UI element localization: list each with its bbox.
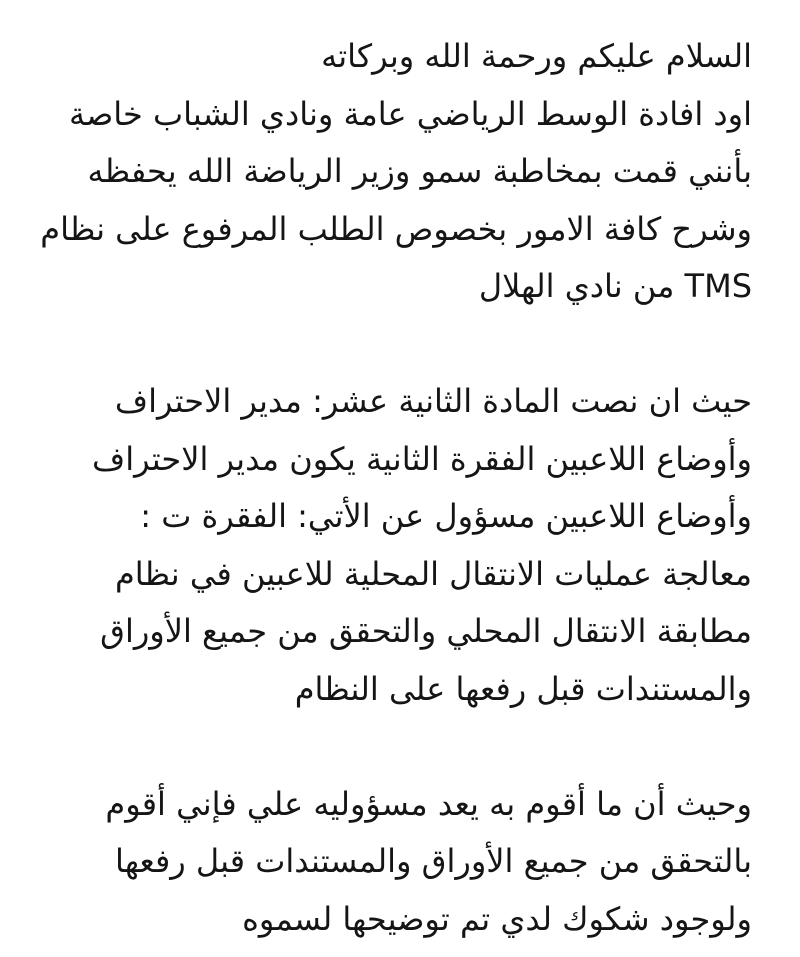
text-line: وأوضاع اللاعبين مسؤول عن الأتي: الفقرة ت : — [140, 497, 752, 535]
paragraph-responsibility — [40, 776, 752, 949]
paragraph-greeting — [40, 28, 752, 316]
paragraph-spacer — [40, 718, 752, 776]
text-line: بأنني قمت بمخاطبة سمو وزير الرياضة الله يحفظه — [87, 152, 752, 190]
message-body — [40, 28, 752, 948]
text-line: السلام عليكم ورحمة الله وبركاته — [321, 37, 752, 75]
text-line: وحيث أن ما أقوم به يعد مسؤوليه علي فإني أقوم — [105, 784, 752, 823]
paragraph-article-twelve — [40, 373, 752, 718]
text-line: معالجة عمليات الانتقال المحلية للاعبين في نظام — [114, 554, 752, 593]
text-line: حيث ان نصت المادة الثانية عشر: مدير الاحتراف — [114, 382, 752, 420]
text-line: بالتحقق من جميع الأوراق والمستندات قبل رفعها — [115, 842, 752, 880]
text-line: والمستندات قبل رفعها على النظام — [294, 669, 752, 708]
text-line: وشرح كافة الامور بخصوص الطلب المرفوع على نظام — [40, 209, 752, 248]
text-line: اود افادة الوسط الرياضي عامة ونادي الشباب خاصة — [68, 94, 752, 133]
text-line: TMS من نادي الهلال — [478, 267, 752, 305]
text-line: ولوجود شكوك لدي تم توضيحها لسموه — [242, 899, 752, 938]
text-line: وأوضاع اللاعبين الفقرة الثانية يكون مدير الاحتراف — [92, 439, 752, 478]
text-line: مطابقة الانتقال المحلي والتحقق من جميع الأوراق — [100, 612, 752, 650]
paragraph-spacer — [40, 316, 752, 374]
